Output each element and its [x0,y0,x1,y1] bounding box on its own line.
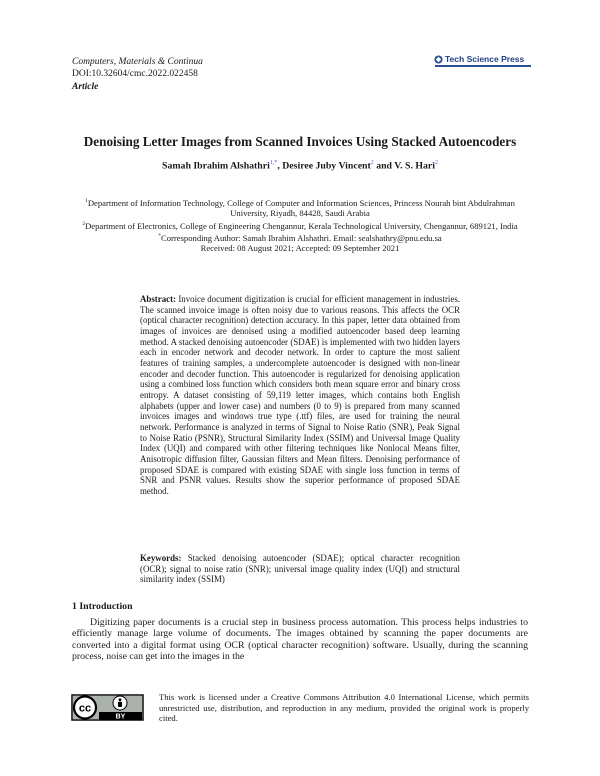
affiliation-text: Department of Electronics, College of Engineering Chengannur, Kerala Technological University, Chengannur, 689121, India [85,220,518,231]
section-heading: 1 Introduction [72,601,133,612]
publisher-logo [431,53,533,69]
publisher-underline [435,65,531,67]
license-text: This work is licensed under a Creative Commons Attribution 4.0 International License, which permits unrestricted use, distribution, and reproduction in any medium, provided the original work is properly cited. [159,692,529,723]
author-separator: , [277,160,283,172]
publisher-name: Tech Science Press [445,54,525,64]
affiliation [72,196,528,219]
by-mark-text: BY [115,713,126,721]
author-mark[interactable]: 2 [434,160,438,166]
abstract [140,294,460,496]
cc-mark-text: cc [78,702,92,715]
doi-link[interactable]: DOI:10.32604/cmc.2022.022458 [72,69,198,79]
publisher-logo-icon [434,55,443,64]
corresponding-mark: * [158,232,162,239]
author-list [60,160,540,171]
keywords-text: Stacked denoising autoencoder (SDAE); optical character recognition (OCR); signal to noise ratio (SNR); universal image quality index (UQI) and structural similarity index (SSIM) [140,553,460,585]
author-name[interactable]: V. S. Hari [394,160,435,172]
author-mark[interactable]: 1,* [269,160,278,166]
affiliation [72,219,528,231]
author-name[interactable]: Samah Ibrahim Alshathri [162,160,270,172]
journal-name: Computers, Materials & Continua [72,57,203,67]
abstract-text: Invoice document digitization is crucial for efficient management in industries. The scanned invoice image is often noisy due to various reasons. This affects the OCR (optical character recognition) detection accuracy. In this paper, letter data obtained from images of invoices are denoised using a modified autoencoder based deep learning method. A stacked denoising autoencoder (SDAE) is implemented with two hidden layers each in encoder network and decoder network. In order to capture the most salient features of training samples, a undercomplete autoencoder is designed with non-linear encoder and decoder function. This autoencoder is regularized for denoising application using a combined loss function which considers both mean square error and binary cross entropy. A dataset consisting of 59,119 letter images, which contains both English alphabets (upper and lower case) and numbers (0 to 9) is prepared from many scanned invoices images and windows true type (.ttf) files, are used for training the neural network. Performance is analyzed in terms of Signal to Noise Ratio (SNR), Peak Signal to Noise Ratio (PSNR), Structural Similarity Index (SSIM) and Universal Image Quality Index (UQI) and compared with other filtering techniques like Nonlocal Means filter, Anisotropic diffusion filter, Gaussian filters and Mean filters. Denoising performance of proposed SDAE is compared with existing SDAE with single loss function in terms of SNR and PSNR values. Results show the superior performance of proposed SDAE method. [140,294,461,496]
affiliation-mark: 2 [82,220,86,227]
corresponding-author [72,231,528,243]
keywords-label: Keywords: [140,553,182,563]
author-separator: and [373,160,395,172]
keywords [140,553,460,585]
author-mark[interactable]: 2 [370,160,374,166]
affiliations-block [72,196,528,254]
section-body: Digitizing paper documents is a crucial step in business process automation. This process helps industries to efficiently manage large volume of documents. The images obtained by scanning the paper documents are converted into a digital format using OCR (optical character recognition) software. Usually, during the scanning process, noise can get into the images in the [72,617,528,663]
received-accepted-dates: Received: 08 August 2021; Accepted: 09 September 2021 [200,243,400,254]
cc-by-license-icon[interactable] [71,694,144,721]
corresponding-text: Corresponding Author: Samah Ibrahim Alshathri. Email: sealshathry@pnu.edu.sa [161,232,442,243]
abstract-label: Abstract: [140,294,176,304]
affiliation-text: Department of Information Technology, College of Computer and Information Sciences, Princess Nourah bint Abdulrahman University, Riyadh, 84428, Saudi Arabia [87,197,515,219]
author-name[interactable]: Desiree Juby Vincent [282,160,371,172]
article-type: Article [72,82,99,92]
paper-title: Denoising Letter Images from Scanned Invoices Using Stacked Autoencoders [83,134,517,149]
affiliation-mark: 1 [85,198,88,204]
